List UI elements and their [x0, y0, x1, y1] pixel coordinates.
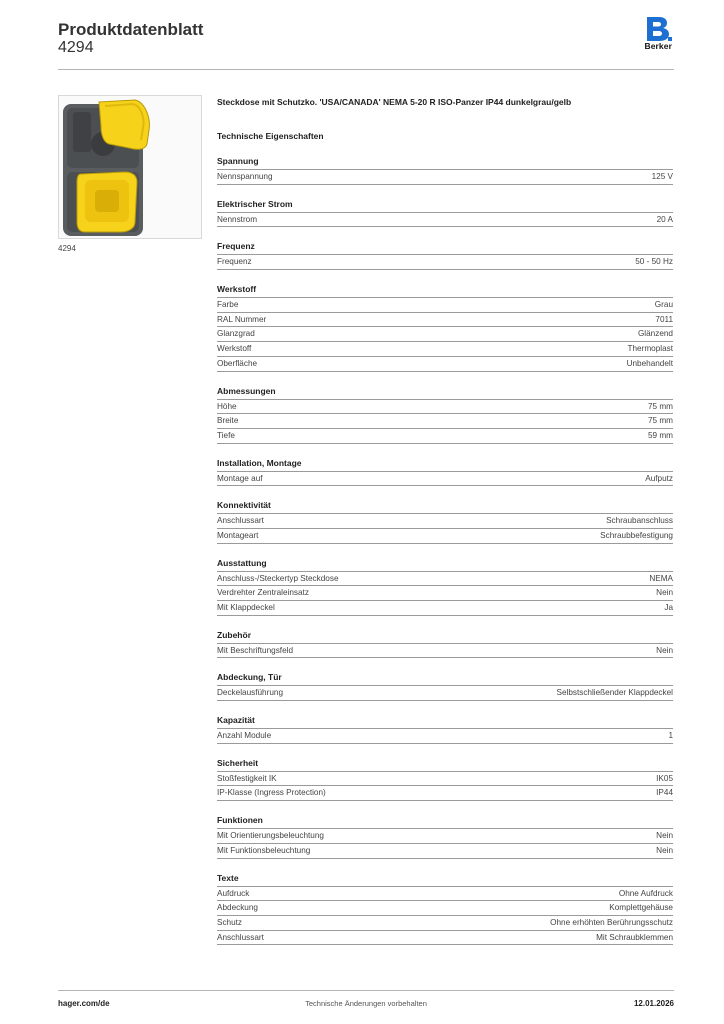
spec-value: Nein — [656, 588, 673, 598]
spec-row — [217, 298, 673, 313]
spec-value: Grau — [654, 300, 673, 310]
spec-value: Selbstschließender Klappdeckel — [556, 688, 673, 698]
spec-label: RAL Nummer — [217, 314, 267, 324]
spec-value: Unbehandelt — [626, 358, 673, 368]
spec-value: IP44 — [656, 788, 673, 798]
spec-row — [217, 887, 673, 902]
spec-row — [217, 313, 673, 328]
spec-group — [217, 386, 673, 444]
spec-group — [217, 199, 673, 228]
spec-row — [217, 931, 673, 946]
page-header — [58, 20, 674, 70]
section-heading: Technische Eigenschaften — [217, 131, 324, 141]
spec-value: Ohne erhöhten Berührungsschutz — [550, 917, 673, 927]
spec-group — [217, 758, 673, 801]
product-number: 4294 — [58, 39, 94, 56]
berker-logo — [640, 16, 672, 54]
spec-row — [217, 844, 673, 859]
spec-group — [217, 630, 673, 659]
page-footer — [58, 990, 674, 1014]
spec-value: Ohne Aufdruck — [618, 888, 673, 898]
spec-label: Tiefe — [217, 430, 235, 440]
spec-value: Nein — [656, 845, 673, 855]
footer-date: 12.01.2026 — [633, 999, 674, 1008]
spec-group — [217, 241, 673, 270]
spec-content — [217, 96, 673, 945]
spec-label: Deckelausführung — [217, 688, 283, 698]
spec-row — [217, 644, 673, 659]
spec-label: Frequenz — [217, 257, 252, 267]
spec-label: Glanzgrad — [217, 329, 255, 339]
spec-group — [217, 284, 673, 371]
spec-value: Schraubanschluss — [606, 516, 673, 526]
spec-label: Stoßfestigkeit IK — [217, 773, 277, 783]
spec-group — [217, 672, 673, 701]
spec-label: Nennstrom — [217, 214, 258, 224]
spec-group-title: Funktionen — [217, 815, 673, 829]
spec-label: Höhe — [217, 401, 237, 411]
spec-label: Schutz — [217, 917, 243, 927]
spec-label: Aufdruck — [217, 888, 250, 898]
spec-group-title: Konnektivität — [217, 500, 673, 514]
socket-illustration — [59, 96, 201, 238]
footer-website: hager.com/de — [58, 999, 110, 1008]
spec-label: Mit Orientierungsbeleuchtung — [217, 831, 324, 841]
spec-row — [217, 255, 673, 270]
spec-row — [217, 342, 673, 357]
spec-value: 1 — [668, 731, 673, 741]
spec-group-title: Texte — [217, 873, 673, 887]
spec-value: Nein — [656, 645, 673, 655]
berker-b-icon — [642, 16, 672, 42]
spec-row — [217, 916, 673, 931]
spec-group — [217, 815, 673, 858]
spec-group-title: Kapazität — [217, 715, 673, 729]
spec-row — [217, 514, 673, 529]
spec-value: 75 mm — [647, 416, 673, 426]
spec-group — [217, 500, 673, 543]
spec-group-title: Frequenz — [217, 241, 673, 255]
spec-group — [217, 458, 673, 487]
spec-row — [217, 729, 673, 744]
spec-row — [217, 429, 673, 444]
spec-row — [217, 786, 673, 801]
spec-row — [217, 472, 673, 487]
spec-row — [217, 327, 673, 342]
spec-group-title: Werkstoff — [217, 284, 673, 298]
spec-label: Mit Funktionsbeleuchtung — [217, 845, 311, 855]
spec-row — [217, 686, 673, 701]
spec-value: Thermoplast — [627, 344, 673, 354]
spec-label: Anschlussart — [217, 932, 264, 942]
spec-value: Komplettgehäuse — [609, 903, 673, 913]
spec-label: Anschluss-/Steckertyp Steckdose — [217, 573, 339, 583]
spec-label: Mit Klappdeckel — [217, 603, 275, 612]
spec-row — [217, 414, 673, 429]
spec-row — [217, 901, 673, 916]
spec-value: 59 mm — [647, 430, 673, 440]
spec-label: Nennspannung — [217, 172, 273, 181]
spec-label: Abdeckung — [217, 903, 258, 913]
spec-label: Werkstoff — [217, 344, 252, 354]
spec-group-title: Sicherheit — [217, 758, 673, 772]
spec-value: Aufputz — [645, 473, 673, 483]
spec-value: Glänzend — [637, 329, 673, 339]
spec-label: Farbe — [217, 300, 239, 310]
spec-label: Breite — [217, 416, 239, 426]
footer-notice: Technische Änderungen vorbehalten — [305, 999, 427, 1008]
spec-groups — [217, 156, 673, 945]
spec-value: Mit Schraubklemmen — [596, 932, 673, 942]
spec-row — [217, 572, 673, 587]
spec-group — [217, 558, 673, 616]
spec-group-title: Zubehör — [217, 630, 673, 644]
spec-label: Mit Beschriftungsfeld — [217, 645, 293, 655]
spec-row — [217, 357, 673, 372]
spec-label: Anschlussart — [217, 516, 264, 526]
spec-value: 50 - 50 Hz — [635, 257, 673, 267]
spec-group — [217, 715, 673, 744]
spec-value: IK05 — [656, 773, 673, 783]
spec-row — [217, 400, 673, 415]
spec-row — [217, 213, 673, 228]
spec-group — [217, 156, 673, 185]
document-title: Produktdatenblatt — [58, 20, 204, 39]
spec-row — [217, 601, 673, 616]
spec-value: Ja — [664, 603, 673, 612]
spec-value: 125 V — [651, 172, 673, 181]
spec-group-title: Spannung — [217, 156, 673, 170]
spec-row — [217, 772, 673, 787]
spec-value: Schraubbefestigung — [600, 530, 673, 540]
spec-row — [217, 529, 673, 544]
spec-group-title: Installation, Montage — [217, 458, 673, 472]
spec-group-title: Elektrischer Strom — [217, 199, 673, 213]
spec-row — [217, 170, 673, 185]
spec-value: Nein — [656, 831, 673, 841]
product-image — [58, 95, 202, 239]
spec-group — [217, 873, 673, 946]
spec-row — [217, 829, 673, 844]
spec-label: IP-Klasse (Ingress Protection) — [217, 788, 326, 798]
spec-label: Montage auf — [217, 473, 263, 483]
logo-text: Berker — [644, 41, 672, 51]
spec-label: Montageart — [217, 530, 259, 540]
spec-group-title: Ausstattung — [217, 558, 673, 572]
spec-value: 7011 — [655, 314, 673, 324]
spec-row — [217, 586, 673, 601]
spec-group-title: Abdeckung, Tür — [217, 672, 673, 686]
spec-label: Anzahl Module — [217, 731, 272, 741]
spec-value: 20 A — [656, 214, 673, 224]
spec-group-title: Abmessungen — [217, 386, 673, 400]
spec-label: Verdrehter Zentraleinsatz — [217, 588, 309, 598]
spec-label: Oberfläche — [217, 358, 258, 368]
spec-value: 75 mm — [647, 401, 673, 411]
product-name: Steckdose mit Schutzko. 'USA/CANADA' NEMA 5-20 R ISO-Panzer IP44 dunkelgrau/gelb — [217, 97, 572, 107]
spec-value: NEMA — [649, 573, 673, 583]
image-caption: 4294 — [58, 244, 76, 253]
